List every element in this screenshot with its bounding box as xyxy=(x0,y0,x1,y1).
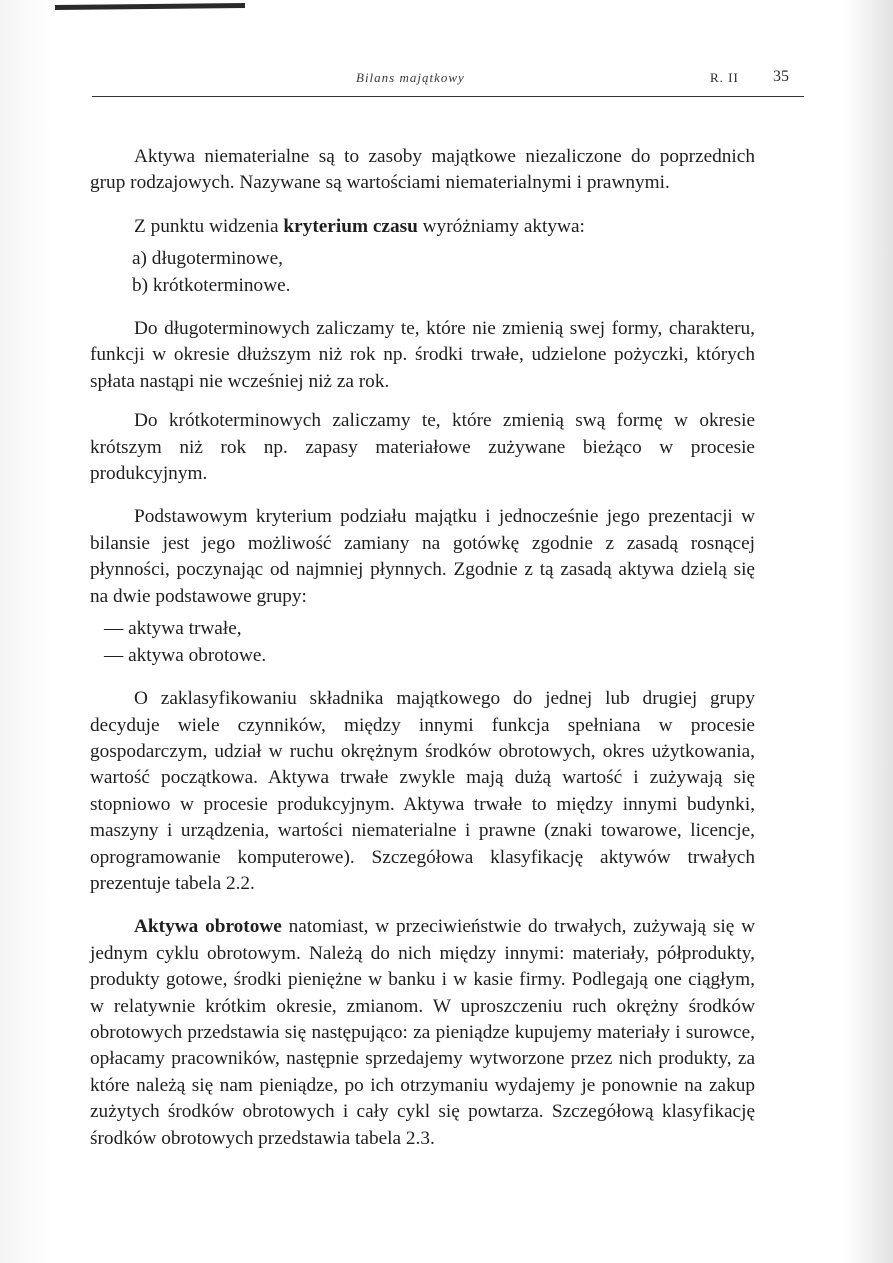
time-criterion-tail: wyróżniamy aktywa: xyxy=(417,215,585,237)
time-criterion-lead: Z punktu widzenia xyxy=(134,215,284,237)
paragraph-short-term: Do krótkoterminowych zaliczamy te, które zmienią swą formę w okresie krótszym niż rok np. zapasy materiałowe zużywane bieżąco w procesie produkcyjnym. xyxy=(90,410,755,485)
list-item: b) krótkoterminowe. xyxy=(132,274,291,296)
paragraph-intangible-assets: Aktywa niematerialne są to zasoby majątkowe niezaliczone do poprzednich grup rodzajowych. Nazywane są wartościami niematerialnymi i prawnymi. xyxy=(90,146,755,194)
scan-right-shadow xyxy=(843,0,893,1263)
current-assets-term: Aktywa obrotowe xyxy=(134,916,282,938)
page-header xyxy=(90,60,789,98)
time-criterion-term: kryterium czasu xyxy=(283,215,418,237)
paragraph-liquidity-criterion: Podstawowym kryterium podziału majątku i jednocześnie jego prezentacji w bilansie jest jego możliwość zamiany na gotówkę zgodnie z zasadą rosnącej płynności, poczynając od najmniej płynnych. Zgodnie z tą zasadą aktywa dzielą się na dwie podstawowe grupy: xyxy=(90,506,755,607)
list-item: a) długoterminowe, xyxy=(132,248,283,270)
asset-groups-list xyxy=(90,615,755,669)
scan-top-edge xyxy=(55,3,245,10)
scan-left-shadow xyxy=(0,0,52,1263)
page-number: 35 xyxy=(773,68,789,85)
paragraph-current-assets xyxy=(90,914,755,1152)
book-page xyxy=(90,60,789,1152)
list-item: — aktywa obrotowe. xyxy=(104,645,267,667)
paragraph-fixed-assets: O zaklasyfikowaniu składnika majątkowego do jednej lub drugiej grupy decyduje wiele czynników, między innymi funkcja spełniana w procesie gospodarczym, udział w ruchu okrężnym środków obrotowych, okres użytkowania, wartość początkowa. Aktywa trwałe zwykle mają dużą wartość i zużywają się stopniowo w procesie produkcyjnym. Aktywa trwałe to między innymi budynki, maszyny i urządzenia, wartości niematerialne i prawne (znaki towarowe, licencje, oprogramowanie komputerowe). Szczegółowa klasyfikację aktywów trwałych prezentuje tabela 2.2. xyxy=(90,688,755,894)
current-assets-text: natomiast, w przeciwieństwie do trwałych, zużywają się w jednym cyklu obrotowym. Należą do nich między innymi: materiały, półprodukty, produkty gotowe, środki pieniężne w banku i w kasie firmy. Podlegają one ciągłym, w relatywnie krótkim okresie, zmianom. W uproszczeniu ruch okrężny środków obrotowych przedstawia się następująco: za pieniądze kupujemy materiały i surowce, opłacamy pracowników, następnie sprzedajemy wytworzone przez nich produkty, za które należą się nam pieniądze, po ich otrzymaniu wydajemy je ponownie na zakup zużytych środków obrotowych i cały cykl się powtarza. Szczegółową klasyfikację środków obrotowych przedstawia tabela 2.3. xyxy=(90,916,755,1149)
header-rule xyxy=(92,96,804,97)
paragraph-time-criterion xyxy=(90,214,755,240)
chapter-label: R. II xyxy=(710,70,739,85)
body-text xyxy=(90,144,755,1152)
time-criterion-list xyxy=(90,246,755,299)
paragraph-long-term: Do długoterminowych zaliczamy te, które nie zmienią swej formy, charakteru, funkcji w okresie dłuższym niż rok np. środki trwałe, udzielone pożyczki, których spłata nastąpi nie wcześniej niż za rok. xyxy=(90,318,755,392)
list-item: — aktywa trwałe, xyxy=(104,618,242,640)
running-title: Bilans majątkowy xyxy=(356,70,465,85)
